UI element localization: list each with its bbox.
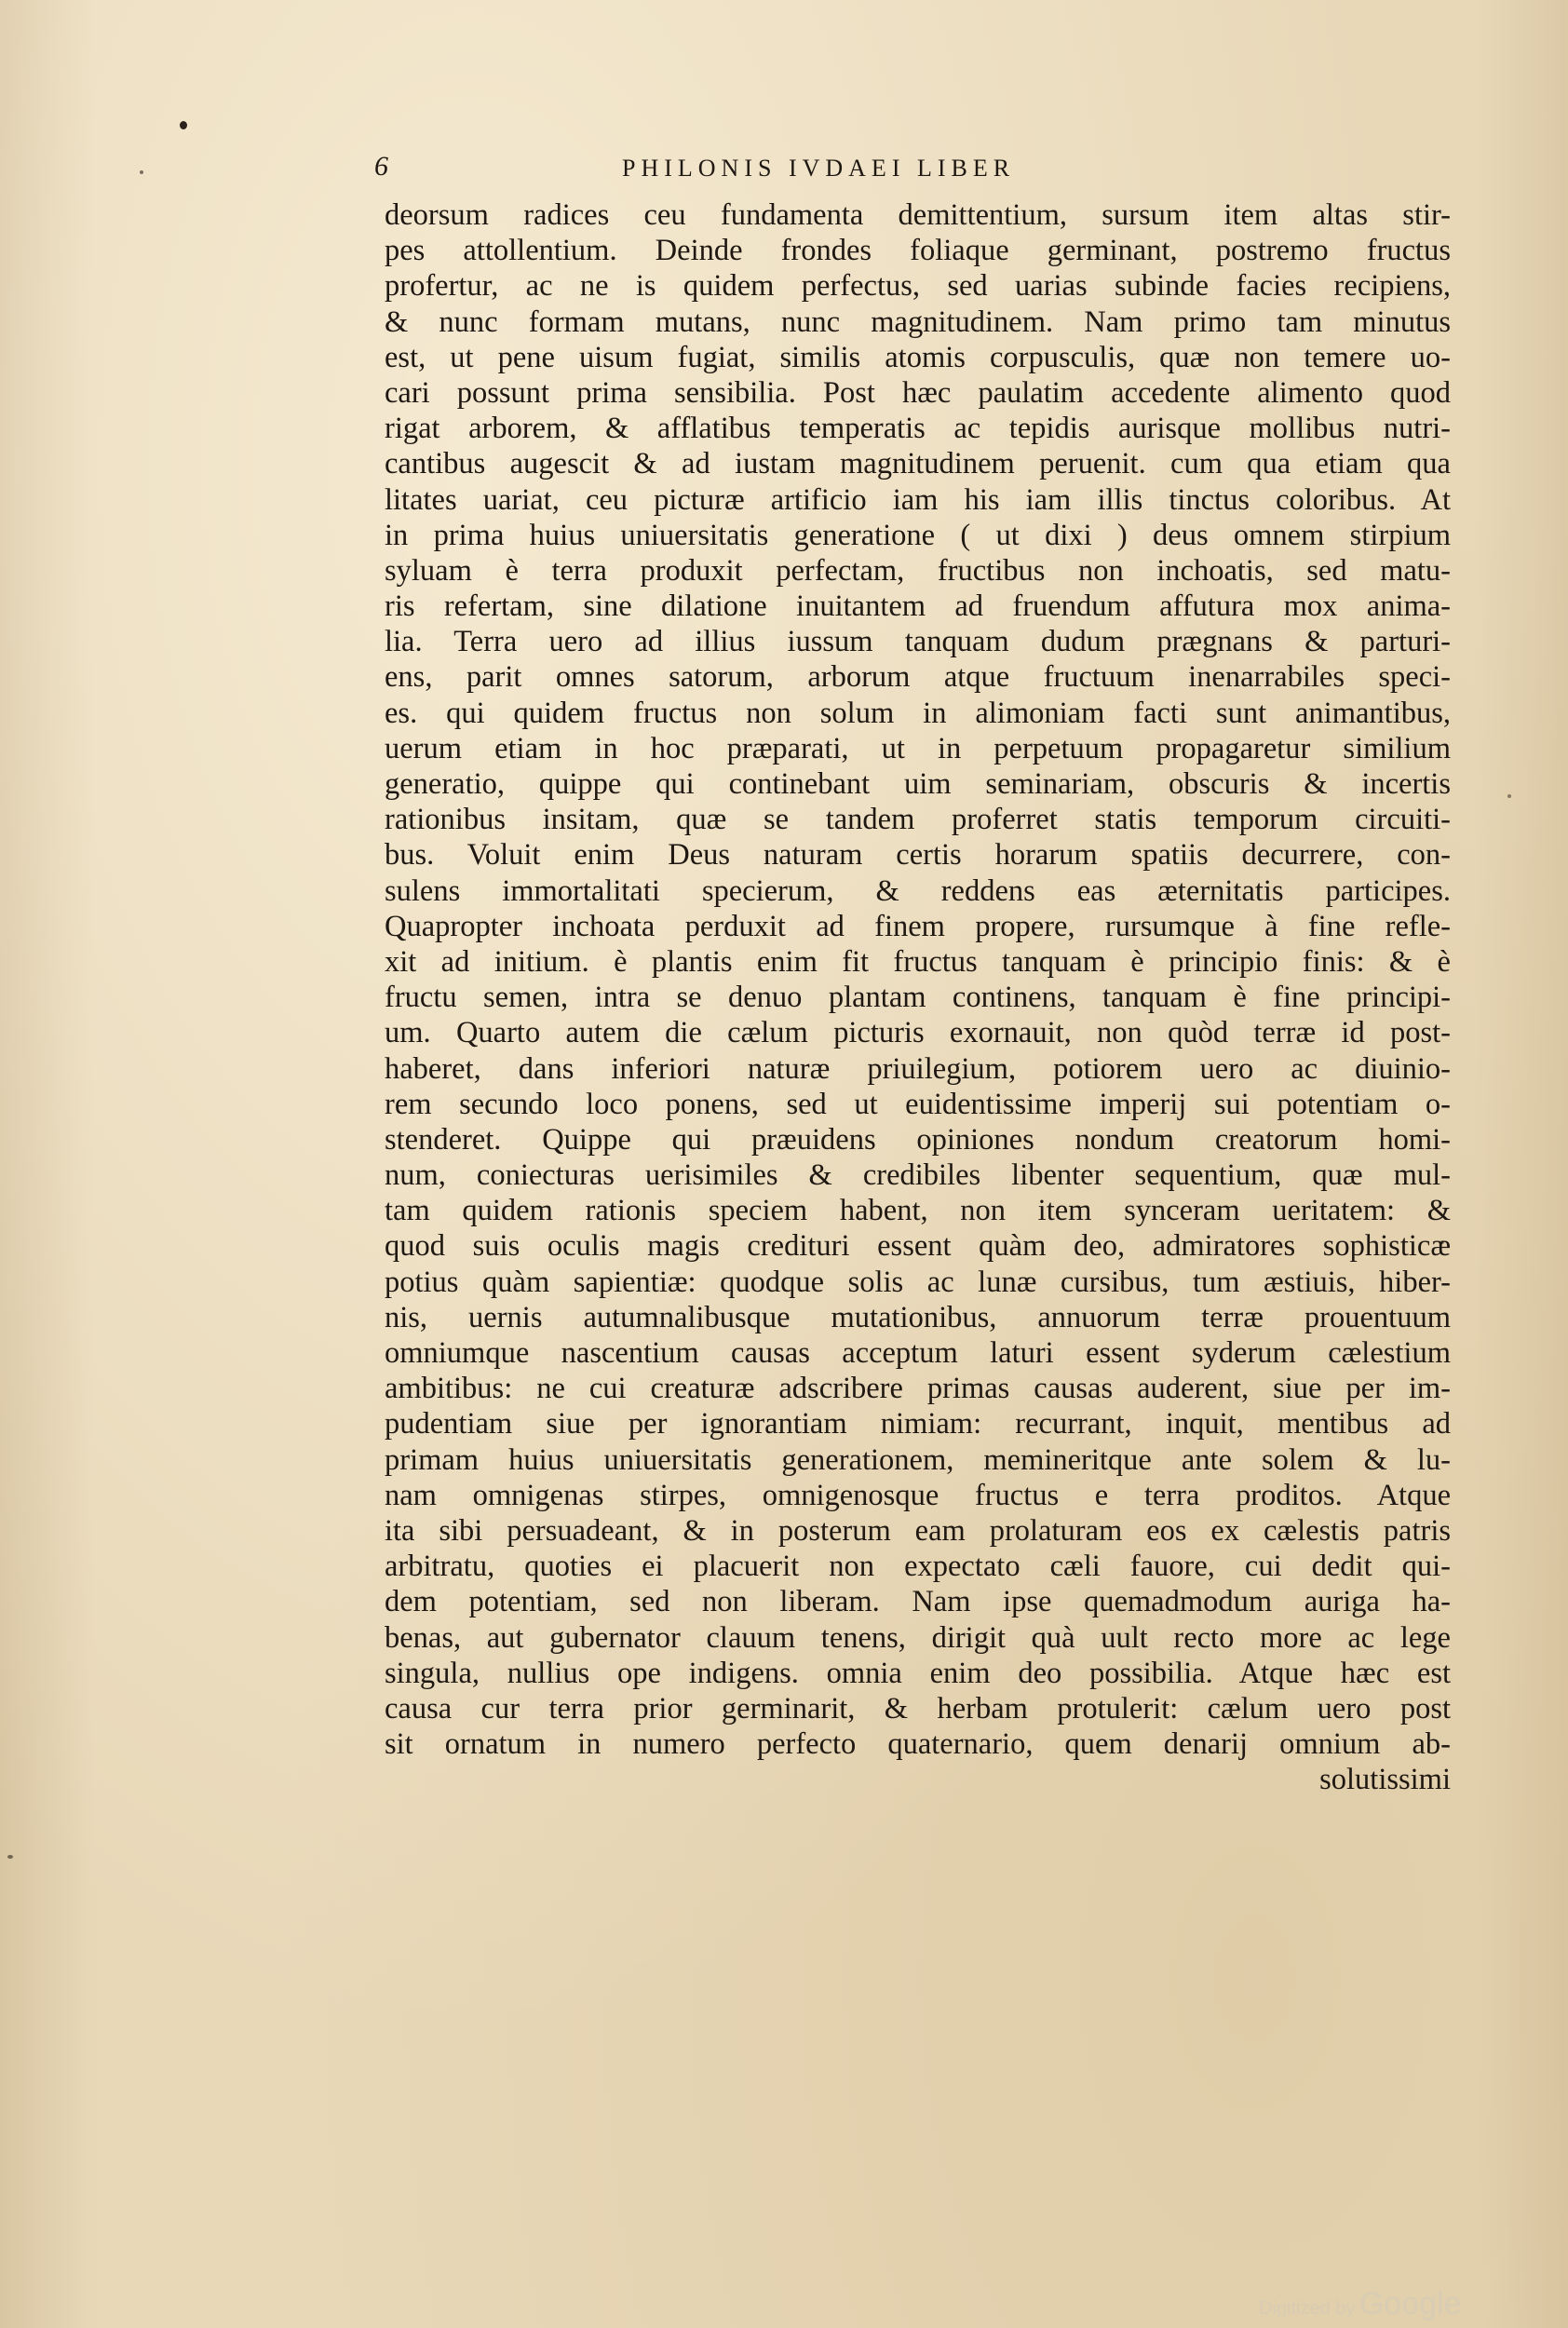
- watermark-logo: Google: [1358, 2286, 1462, 2321]
- text-line: haberet, dans inferiori naturæ priuilegium, potiorem uero ac diuinio-: [385, 1051, 1451, 1086]
- text-line: uerum etiam in hoc præparati, ut in perpetuum propagaretur similium: [385, 731, 1451, 765]
- text-line: singula, nullius ope indigens. omnia enim deo possibilia. Atque hæc est: [385, 1656, 1451, 1690]
- text-line: syluam è terra produxit perfectam, fructibus non inchoatis, sed matu-: [385, 553, 1451, 588]
- text-line: Quapropter inchoata perduxit ad finem propere, rursumque à fine refle-: [385, 909, 1451, 943]
- text-line: pudentiam siue per ignorantiam nimiam: recurrant, inquit, mentibus ad: [385, 1407, 1451, 1441]
- ink-speck: [140, 170, 143, 174]
- text-line: bus. Voluit enim Deus naturam certis horarum spatiis decurrere, con-: [385, 838, 1451, 873]
- text-line: rigat arborem, & afflatibus temperatis ac tepidis aurisque mollibus nutri-: [385, 412, 1451, 446]
- text-line: um. Quarto autem die cælum picturis exornauit, non quòd terræ id post-: [385, 1016, 1451, 1050]
- text-line: in prima huius uniuersitatis generatione ( ut dixi ) deus omnem stirpium: [385, 518, 1451, 552]
- text-line: pes attollentium. Deinde frondes foliaque germinant, postremo fructus: [385, 234, 1451, 268]
- text-line: nis, uernis autumnalibusque mutationibus, annuorum terræ prouentuum: [385, 1300, 1451, 1334]
- text-line: ens, parit omnes satorum, arborum atque fructuum inenarrabiles speci-: [385, 660, 1451, 695]
- watermark-prefix: Digitized by: [1259, 2298, 1356, 2319]
- text-line: sulens immortalitati specierum, & reddens eas æternitatis participes.: [385, 873, 1451, 908]
- ink-speck: [180, 121, 187, 129]
- text-line: deorsum radices ceu fundamenta demittentium, sursum item altas stir-: [385, 198, 1451, 232]
- digitization-watermark: [1259, 2286, 1461, 2322]
- running-head: PHILONIS IVDAEI LIBER: [622, 155, 1016, 182]
- text-line: cantibus augescit & ad iustam magnitudinem peruenit. cum qua etiam qua: [385, 447, 1451, 481]
- page-header: [374, 151, 1305, 192]
- page-number: 6: [374, 151, 388, 182]
- text-line: dem potentiam, sed non liberam. Nam ipse quemadmodum auriga ha-: [385, 1585, 1451, 1619]
- text-line: xit ad initium. è plantis enim fit fructus tanquam è principio finis: & è: [385, 944, 1451, 979]
- text-line: generatio, quippe qui continebant uim seminariam, obscuris & incertis: [385, 767, 1451, 801]
- text-line: ambitibus: ne cui creaturæ adscribere primas causas auderent, siue per im-: [385, 1372, 1451, 1406]
- text-line: omniumque nascentium causas acceptum laturi essent syderum cælestium: [385, 1336, 1451, 1370]
- text-line: rationibus insitam, quæ se tandem proferret statis temporum circuiti-: [385, 803, 1451, 837]
- catchword: solutissimi: [1319, 1763, 1451, 1797]
- text-line: stenderet. Quippe qui præuidens opiniones nondum creatorum homi-: [385, 1122, 1451, 1157]
- ink-speck: [7, 1855, 13, 1859]
- text-line: ris refertam, sine dilatione inuitantem ad fruendum affutura mox anima-: [385, 589, 1451, 624]
- text-line: est, ut pene uisum fugiat, similis atomis corpusculis, quæ non temere uo-: [385, 340, 1451, 374]
- text-line: tam quidem rationis speciem habent, non item synceram ueritatem: &: [385, 1194, 1451, 1228]
- text-line: quod suis oculis magis credituri essent quàm deo, admiratores sophisticæ: [385, 1229, 1451, 1264]
- text-line: fructu semen, intra se denuo plantam continens, tanquam è fine principi-: [385, 981, 1451, 1015]
- ink-speck: [1507, 794, 1511, 798]
- text-line: benas, aut gubernator clauum tenens, dirigit quà uult recto more ac lege: [385, 1620, 1451, 1655]
- text-line: primam huius uniuersitatis generationem, memineritque ante solem & lu-: [385, 1442, 1451, 1477]
- text-line: arbitratu, quoties ei placuerit non expectato cæli fauore, cui dedit qui-: [385, 1550, 1451, 1584]
- text-line: profertur, ac ne is quidem perfectus, sed uarias subinde facies recipiens,: [385, 269, 1451, 304]
- text-line: ita sibi persuadeant, & in posterum eam prolaturam eos ex cælestis patris: [385, 1513, 1451, 1548]
- text-line: potius quàm sapientiæ: quodque solis ac lunæ cursibus, tum æstiuis, hiber-: [385, 1265, 1451, 1299]
- text-line: & nunc formam mutans, nunc magnitudinem. Nam primo tam minutus: [385, 305, 1451, 339]
- text-line: lia. Terra uero ad illius iussum tanquam dudum prægnans & parturi-: [385, 625, 1451, 659]
- text-line: nam omnigenas stirpes, omnigenosque fructus e terra proditos. Atque: [385, 1478, 1451, 1512]
- text-line: causa cur terra prior germinarit, & herbam protulerit: cælum uero post: [385, 1691, 1451, 1726]
- text-line: es. qui quidem fructus non solum in alimoniam facti sunt animantibus,: [385, 696, 1451, 730]
- text-line: litates uariat, ceu picturæ artificio iam his iam illis tinctus coloribus. At: [385, 482, 1451, 517]
- body-text: [385, 197, 1451, 1797]
- text-line: cari possunt prima sensibilia. Post hæc paulatim accedente alimento quod: [385, 375, 1451, 410]
- text-line: sit ornatum in numero perfecto quaternario, quem denarij omnium ab-: [385, 1727, 1451, 1762]
- text-line: num, coniecturas uerisimiles & credibiles libenter sequentium, quæ mul-: [385, 1158, 1451, 1193]
- text-line: rem secundo loco ponens, sed ut euidentissime imperij sui potentiam o-: [385, 1087, 1451, 1121]
